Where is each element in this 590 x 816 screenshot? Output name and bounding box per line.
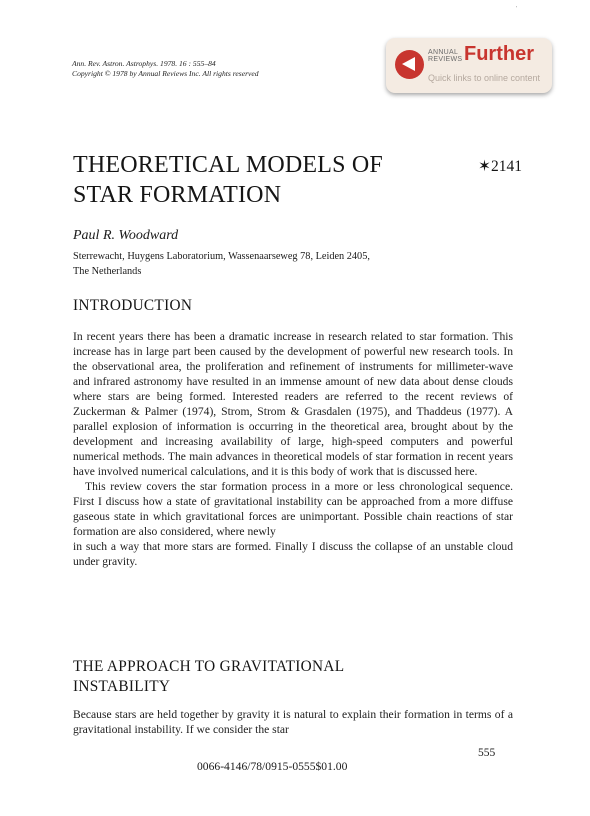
further-word: Further	[464, 43, 534, 65]
introduction-body	[73, 329, 513, 569]
corner-mark: '	[516, 6, 518, 12]
approach-body	[73, 707, 513, 737]
further-arrow-icon	[395, 50, 424, 79]
paragraph: in such a way that more stars are formed. Finally I discuss the collapse of an unstable cloud under gravity.	[73, 540, 513, 568]
paragraph: Because stars are held together by gravity it is natural to explain their formation in terms of a gravitational instability. If we consider the star	[73, 708, 513, 736]
author-affiliation: Sterrewacht, Huygens Laboratorium, Wassenaarseweg 78, Leiden 2405, The Netherlands	[73, 251, 370, 277]
reference-number: ✶2141	[478, 158, 522, 175]
page-number: 555	[478, 747, 496, 759]
paragraph: This review covers the star formation process in a more or less chronological sequence. First I discuss how a state of gravitational instability can be approached from a more diffuse gaseous state in which gravitational forces are unimportant. Possible chain reactions of star formation are also considered, where newly	[73, 480, 513, 538]
further-tagline: Quick links to online content	[428, 73, 541, 83]
citation-line-1: Ann. Rev. Astron. Astrophys. 1978. 16 : 555–84	[72, 59, 216, 68]
author-name: Paul R. Woodward	[73, 228, 179, 243]
journal-citation	[72, 59, 259, 79]
footer-code: 0066-4146/78/0915-0555$01.00	[197, 760, 348, 773]
citation-line-2: Copyright © 1978 by Annual Reviews Inc. All rights reserved	[72, 69, 259, 78]
section-heading-approach: THE APPROACH TO GRAVITATIONAL INSTABILITY	[73, 658, 345, 695]
section-heading-introduction: INTRODUCTION	[73, 297, 193, 314]
annual-reviews-label: ANNUAL REVIEWS	[428, 49, 463, 63]
article-title: THEORETICAL MODELS OF STAR FORMATION	[73, 152, 383, 208]
annual-reviews-further-banner[interactable]	[386, 38, 552, 93]
paragraph: In recent years there has been a dramatic increase in research related to star formation. This increase has in large part been caused by the development of powerful new research tools. In the observational area, the proliferation and refinement of instruments for millimeter-wave and infrared astronomy have resulted in an immense amount of new data about dense clouds where stars are being formed. Interested readers are referred to the recent reviews of Zuckerman & Palmer (1974), Strom, Strom & Grasdalen (1975), and Thaddeus (1977). A parallel explosion of information is occurring in the theoretical area, brought about by the development and increasing availability of large, high-speed computers and powerful numerical methods. The main advances in theoretical models of star formation in recent years have involved numerical calculations, and it is this body of work that is discussed here.	[73, 330, 513, 478]
